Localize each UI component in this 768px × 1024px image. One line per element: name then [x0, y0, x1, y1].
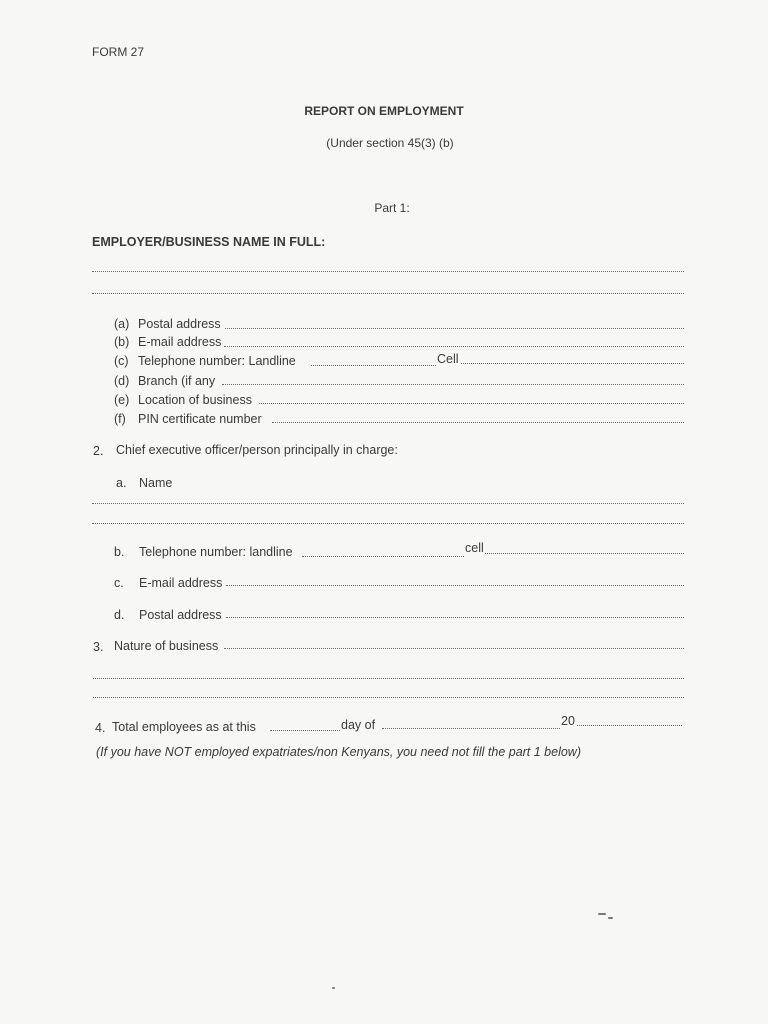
- scan-mark: [598, 913, 606, 915]
- employer-name-line-1[interactable]: [92, 271, 684, 272]
- nature-of-business-label: Nature of business: [114, 639, 219, 653]
- ceo-landline-field[interactable]: [302, 556, 464, 557]
- nature-of-business-line-3[interactable]: [93, 697, 684, 698]
- employer-name-line-2[interactable]: [92, 293, 684, 294]
- form-number: FORM 27: [92, 45, 145, 59]
- ceo-email-field[interactable]: [226, 585, 684, 586]
- item-e-marker: (e): [114, 393, 130, 407]
- year-label: 20: [561, 714, 575, 728]
- ceo-phone-marker: b.: [114, 545, 125, 559]
- section2-number: 2.: [93, 444, 104, 458]
- postal-address-label: Postal address: [138, 317, 221, 331]
- ceo-email-label: E-mail address: [139, 576, 223, 590]
- ceo-postal-marker: d.: [114, 608, 125, 622]
- email-address-field[interactable]: [224, 346, 684, 347]
- scan-mark: [608, 917, 613, 919]
- ceo-cell-label: cell: [465, 541, 484, 555]
- employees-year-field[interactable]: [577, 725, 682, 726]
- section2-heading: Chief executive officer/person principally in charge:: [116, 443, 398, 457]
- item-a-marker: (a): [114, 317, 130, 331]
- employees-day-field[interactable]: [270, 730, 340, 731]
- location-field[interactable]: [259, 403, 684, 404]
- employer-heading: EMPLOYER/BUSINESS NAME IN FULL:: [92, 235, 326, 249]
- item-d-marker: (d): [114, 374, 130, 388]
- form-subtitle: (Under section 45(3) (b): [326, 136, 454, 150]
- nature-of-business-field[interactable]: [224, 648, 684, 649]
- ceo-name-line-1[interactable]: [92, 503, 684, 504]
- pin-certificate-field[interactable]: [272, 422, 684, 423]
- cell-field[interactable]: [461, 363, 684, 364]
- branch-field[interactable]: [222, 384, 684, 385]
- ceo-name-label: Name: [139, 476, 173, 490]
- postal-address-field[interactable]: [225, 328, 684, 329]
- item-b-marker: (b): [114, 335, 130, 349]
- expatriates-note: (If you have NOT employed expatriates/non Kenyans, you need not fill the part 1 below): [96, 745, 581, 759]
- item-c-marker: (c): [114, 354, 129, 368]
- ceo-email-marker: c.: [114, 576, 124, 590]
- part-label: Part 1:: [374, 201, 410, 215]
- total-employees-label: Total employees as at this: [112, 720, 256, 734]
- landline-field[interactable]: [311, 365, 436, 366]
- employees-month-field[interactable]: [382, 728, 560, 729]
- ceo-phone-label: Telephone number: landline: [139, 545, 293, 559]
- ceo-name-marker: a.: [116, 476, 127, 490]
- nature-of-business-line-2[interactable]: [93, 678, 684, 679]
- branch-label: Branch (if any: [138, 374, 216, 388]
- ceo-postal-label: Postal address: [139, 608, 222, 622]
- section4-number: 4.: [95, 721, 106, 735]
- item-f-marker: (f): [114, 412, 126, 426]
- section3-number: 3.: [93, 640, 104, 654]
- pin-certificate-label: PIN certificate number: [138, 412, 262, 426]
- form-title: REPORT ON EMPLOYMENT: [304, 104, 464, 118]
- day-of-label: day of: [341, 718, 376, 732]
- ceo-name-line-2[interactable]: [92, 523, 684, 524]
- ceo-postal-field[interactable]: [226, 617, 684, 618]
- telephone-landline-label: Telephone number: Landline: [138, 354, 296, 368]
- cell-label: Cell: [437, 352, 459, 366]
- ceo-cell-field[interactable]: [485, 553, 684, 554]
- location-label: Location of business: [138, 393, 252, 407]
- scan-mark: [332, 987, 335, 989]
- email-address-label: E-mail address: [138, 335, 222, 349]
